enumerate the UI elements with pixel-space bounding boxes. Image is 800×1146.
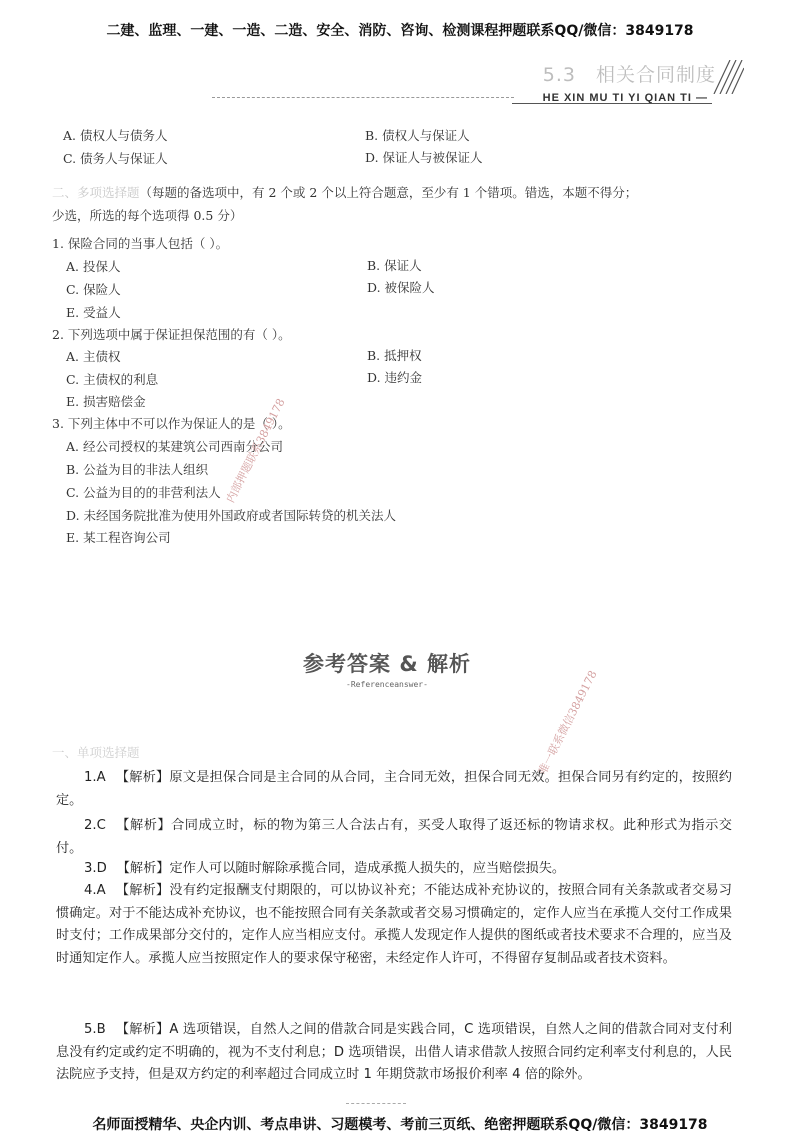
question-3-stem: 3. 下列主体中不可以作为保证人的是（ ）。 bbox=[52, 416, 291, 431]
question-3-option-b: B. 公益为目的非法人组织 bbox=[66, 462, 209, 477]
multi-section-heading bbox=[52, 183, 637, 201]
answer-1-text: 【解析】原文是担保合同是主合同的从合同，主合同无效，担保合同无效。担保合同另有约定的，按照约定。 bbox=[56, 770, 732, 808]
answers-subtitle: -Referenceanswer- bbox=[346, 680, 428, 689]
answer-item-3 bbox=[56, 858, 732, 881]
question-2-option-d: D. 违约金 bbox=[367, 370, 423, 385]
section-heading: 5.3 相关合同制度 bbox=[542, 64, 716, 86]
multi-section-title: 二、多项选择题 bbox=[52, 185, 140, 200]
watermark-1: 内部押题联系3849178 bbox=[223, 396, 288, 505]
answer-2-number: 2.C bbox=[84, 818, 106, 833]
question-1-option-c: C. 保险人 bbox=[66, 282, 121, 297]
answer-item-2 bbox=[56, 815, 732, 860]
multi-section-instruction-2: 少选，所选的每个选项得 0.5 分） bbox=[52, 208, 243, 223]
header-stripes-decoration bbox=[700, 60, 744, 94]
question-1-option-e: E. 受益人 bbox=[66, 305, 121, 320]
answers-title: 参考答案 & 解析 bbox=[303, 652, 471, 676]
answer-4-number: 4.A bbox=[84, 883, 106, 898]
answer-4-text: 【解析】没有约定报酬支付期限的，可以协议补充；不能达成补充协议的，按照合同有关条款或者交易习惯确定。对于不能达成补充协议，也不能按照合同有关条款或者交易习惯确定的，定作人应当在承揽人交付工作成果时支付；工作成果部分交付的，定作人应当相应支付。承揽人发现定作人提供的图纸或者技术要求不合理的，应当及时通知定作人。承揽人应当按照定作人的要求保守秘密，未经定作人许可，不得留存复制品或者技术资料。 bbox=[56, 883, 732, 966]
question-1-option-a: A. 投保人 bbox=[66, 259, 121, 274]
question-2-option-e: E. 损害赔偿金 bbox=[66, 394, 146, 409]
top-banner: 二建、监理、一建、一造、二造、安全、消防、咨询、检测课程押题联系QQ/微信：3849178 bbox=[106, 23, 694, 39]
answer-2-text: 【解析】合同成立时，标的物为第三人合法占有，买受人取得了返还标的物请求权。此种形式为指示交付。 bbox=[56, 818, 732, 856]
watermark-2: 唯一联系微信3849178 bbox=[535, 668, 600, 777]
question-2-option-c: C. 主债权的利息 bbox=[66, 372, 159, 387]
prev-option-b: B. 债权人与保证人 bbox=[365, 128, 470, 143]
answer-item-4 bbox=[56, 880, 732, 970]
prev-option-d: D. 保证人与被保证人 bbox=[365, 150, 483, 165]
multi-section-instruction: （每题的备选项中，有 2 个或 2 个以上符合题意，至少有 1 个错项。错选，本题不得分； bbox=[139, 185, 638, 200]
question-3-option-d: D. 未经国务院批准为使用外国政府或者国际转贷的机关法人 bbox=[66, 508, 397, 523]
answer-3-number: 3.D bbox=[84, 861, 107, 876]
header-dashed-rule bbox=[212, 97, 514, 98]
answer-1-number: 1.A bbox=[84, 770, 106, 785]
prev-option-a: A. 债权人与债务人 bbox=[63, 128, 168, 143]
question-3-option-a: A. 经公司授权的某建筑公司西南分公司 bbox=[66, 439, 283, 454]
question-2-option-b: B. 抵押权 bbox=[367, 348, 422, 363]
answers-section-heading: 一、单项选择题 bbox=[52, 745, 140, 760]
bottom-banner: 名师面授精华、央企内训、考点串讲、习题模考、考前三页纸、绝密押题联系QQ/微信：3849178 bbox=[92, 1117, 708, 1133]
question-3-option-e: E. 某工程咨询公司 bbox=[66, 530, 171, 545]
header-rule bbox=[512, 103, 712, 104]
header-pinyin: HE XIN MU TI YI QIAN TI — bbox=[542, 92, 708, 104]
question-3-option-c: C. 公益为目的的非营利法人 bbox=[66, 485, 221, 500]
answer-3-text: 【解析】定作人可以随时解除承揽合同，造成承揽人损失的，应当赔偿损失。 bbox=[116, 861, 566, 876]
prev-option-c: C. 债务人与保证人 bbox=[63, 151, 168, 166]
answer-5-text: 【解析】A 选项错误，自然人之间的借款合同是实践合同，C 选项错误，自然人之间的借款合同对支付利息没有约定或约定不明确的，视为不支付利息；D 选项错误，出借人请求借款人按照合同约定利率支付利息的，人民法院应予支持，但是双方约定的利率超过合同成立时 1 年期贷款市场报价利率 4 倍的除外。 bbox=[56, 1022, 732, 1083]
answer-5-number: 5.B bbox=[84, 1022, 106, 1037]
footer-dashed-rule bbox=[346, 1103, 406, 1104]
question-1-option-d: D. 被保险人 bbox=[367, 280, 435, 295]
question-1-option-b: B. 保证人 bbox=[367, 258, 422, 273]
answer-item-5 bbox=[56, 1019, 732, 1087]
question-2-option-a: A. 主债权 bbox=[66, 349, 121, 364]
answer-item-1 bbox=[56, 767, 732, 812]
question-2-stem: 2. 下列选项中属于保证担保范围的有（ ）。 bbox=[52, 327, 291, 342]
question-1-stem: 1. 保险合同的当事人包括（ ）。 bbox=[52, 236, 229, 251]
